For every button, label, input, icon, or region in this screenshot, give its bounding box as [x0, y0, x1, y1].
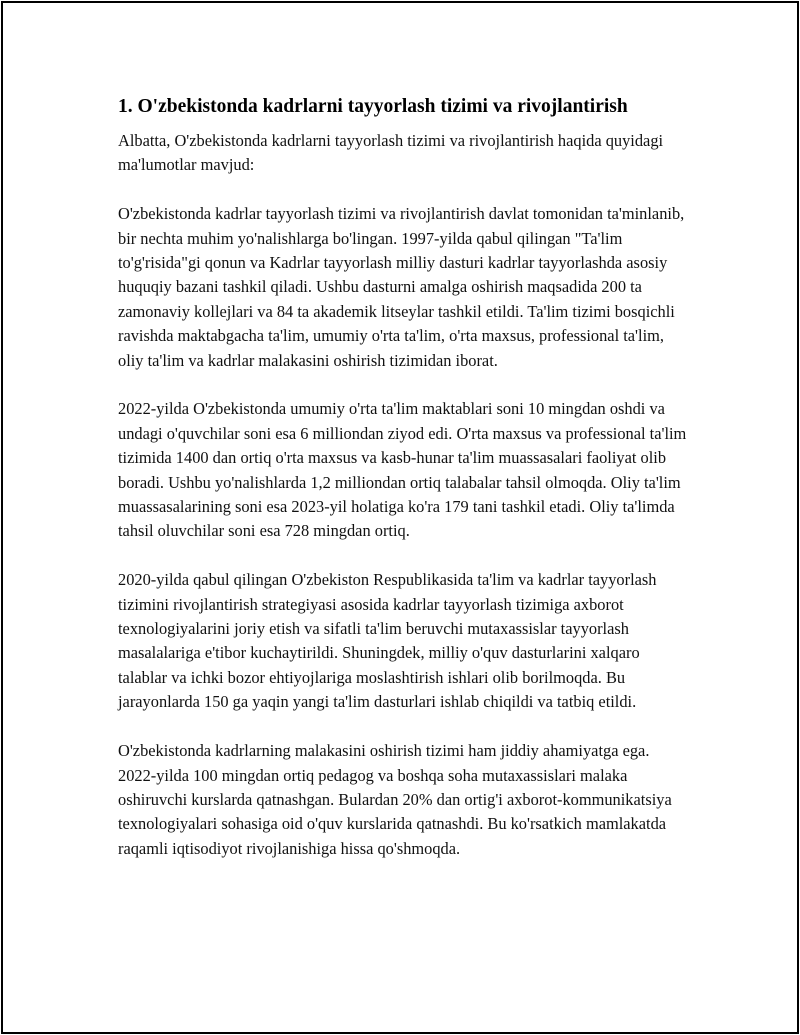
paragraph-statistics: 2022-yilda O'zbekistonda umumiy o'rta ta'lim maktablari soni 10 mingdan oshdi va undagi o'quvchilar soni esa 6 milliondan ziyod edi. O'rta maxsus va professional ta'lim tizimida 1400 dan ortiq o'rta maxsus va kasb-hunar ta'lim muassasalari faoliyat olib boradi. Ushbu yo'nalishlarda 1,2 milliondan ortiq talabalar tahsil olmoqda. Oliy ta'lim muassasalarining soni esa 2023-yil holatiga ko'ra 179 tani tashkil etadi. Oliy ta'limda tahsil oluvchilar soni esa 728 mingdan ortiq.: [118, 399, 687, 541]
paragraph-legal-basis: O'zbekistonda kadrlar tayyorlash tizimi va rivojlantirish davlat tomonidan ta'minlanib, bir nechta muhim yo'nalishlarga bo'lingan. 1997-yilda qabul qilingan "Ta'lim to'g'risida"gi qonun va Kadrlar tayyorlash milliy dasturi kadrlar tayyorlashda asosiy huquqiy bazani tashkil qiladi. Ushbu dasturni amalga oshirish maqsadida 200 ta zamonaviy kollejlari va 84 ta akademik litseylar tashkil etildi. Ta'lim tizimi bosqichli ravishda maktabgacha ta'lim, umumiy o'rta ta'lim, o'rta maxsus, professional ta'lim, oliy ta'lim va kadrlar malakasini oshirish tizimidan iborat.: [118, 204, 685, 370]
section-heading: 1. O'zbekistonda kadrlarni tayyorlash tizimi va rivojlantirish: [118, 96, 628, 117]
paragraph-strategy: 2020-yilda qabul qilingan O'zbekiston Respublikasida ta'lim va kadrlar tayyorlash tizimini rivojlantirish strategiyasi asosida kadrlar tayyorlash tizimiga axborot texnologiyalarini joriy etish va sifatli ta'lim beruvchi mutaxassislar tayyorlash masalalariga e'tibor kuchaytirildi. Shuningdek, milliy o'quv dasturlarini xalqaro talablar va ichki bozor ehtiyojlariga moslashtirish ishlari olib borilmoqda. Bu jarayonlarda 150 ga yaqin yangi ta'lim dasturlari ishlab chiqildi va tatbiq etildi.: [118, 570, 657, 712]
intro-paragraph: Albatta, O'zbekistonda kadrlarni tayyorlash tizimi va rivojlantirish haqida quyidagi ma'lumotlar mavjud:: [118, 131, 664, 175]
paragraph-qualification: O'zbekistonda kadrlarning malakasini oshirish tizimi ham jiddiy ahamiyatga ega. 2022-yilda 100 mingdan ortiq pedagog va boshqa soha mutaxassislari malaka oshiruvchi kurslarda qatnashgan. Bulardan 20% dan ortig'i axborot-kommunikatsiya texnologiyalari sohasiga oid o'quv kurslarida qatnashdi. Bu ko'rsatkich mamlakatda raqamli iqtisodiyot rivojlanishiga hissa qo'shmoqda.: [118, 741, 672, 858]
document-body: [118, 94, 688, 886]
